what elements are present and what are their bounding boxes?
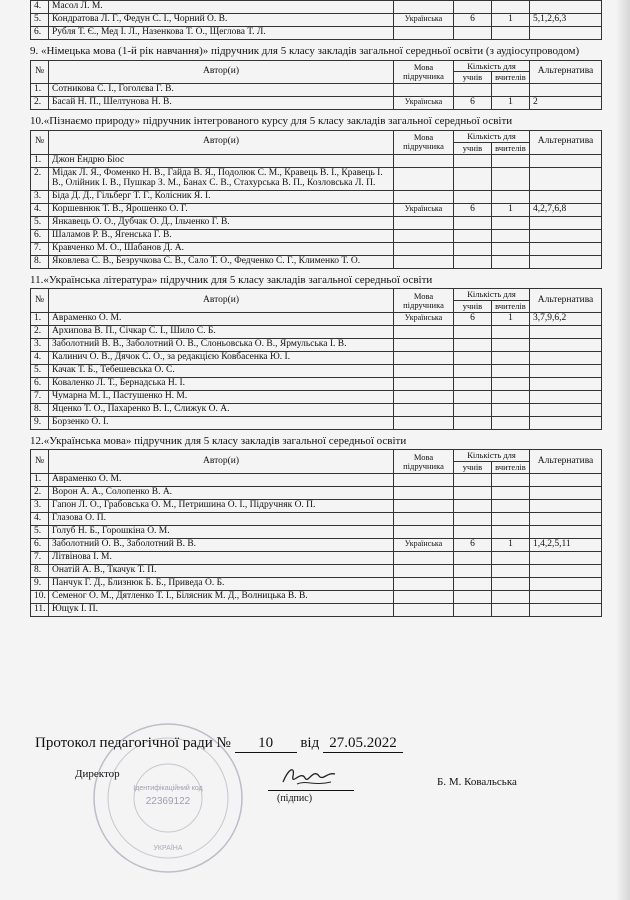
row-author: Калинич О. В., Дячок С. О., за редакцією Ковбасенка Ю. І. [49,351,394,364]
header-count: Кількість для [453,60,529,72]
row-students [453,377,491,390]
director-signature [275,762,345,792]
row-teachers [491,526,529,539]
header-author: Автор(и) [49,289,394,313]
row-language [393,351,453,364]
row-language: Українська [393,539,453,552]
row-teachers [491,577,529,590]
row-teachers [491,229,529,242]
table-row [31,539,602,552]
row-students [453,500,491,513]
table-row [31,552,602,565]
row-language: Українська [393,313,453,326]
row-students: 6 [453,313,491,326]
table-row [31,167,602,190]
table-row [31,577,602,590]
row-teachers [491,154,529,167]
row-number: 1. [31,313,49,326]
row-author: Глазова О. П. [49,513,394,526]
row-students [453,487,491,500]
row-teachers [491,167,529,190]
table-row [31,500,602,513]
header-author: Автор(и) [49,130,394,154]
row-number: 2. [31,167,49,190]
row-author: Онатій А. В., Ткачук Т. П. [49,565,394,578]
row-students [453,416,491,429]
row-author: Шаламов Р. В., Ягенська Г. В. [49,229,394,242]
row-teachers [491,377,529,390]
row-language [393,416,453,429]
row-author: Басай Н. П., Шелтунова Н. В. [49,97,394,110]
row-language [393,84,453,97]
header-number: № [31,450,49,474]
row-alternative [530,403,602,416]
row-author: Коршевнюк Т. В., Ярошенко О. Г. [49,203,394,216]
row-teachers: 1 [492,13,530,26]
row-author: Яценко Т. О., Пахаренко В. І., Слижук О. А. [49,403,394,416]
row-number: 5. [31,216,49,229]
row-students [454,1,492,14]
row-language [393,474,453,487]
protocol-date: 27.05.2022 [323,735,403,753]
stamp-country: УКРАЇНА [153,845,183,852]
row-language [393,364,453,377]
row-alternative: 5,1,2,6,3 [530,13,602,26]
row-teachers [491,416,529,429]
table-row [31,403,602,416]
table-row [31,351,602,364]
row-number: 4. [31,351,49,364]
table-row [31,154,602,167]
row-language [394,26,454,39]
section-title: 12.«Українська мова» підручник для 5 класу закладів загальної середньої освіти [30,434,407,447]
row-alternative [530,255,602,268]
section-title: 9. «Німецька мова (1-й рік навчання)» підручник для 5 класу закладів загальної середньої освіти (з аудіосупроводом) [30,44,580,57]
director-name: Б. М. Ковальська [437,776,517,788]
row-students [453,216,491,229]
row-number: 1. [31,84,49,97]
row-students [453,190,491,203]
row-number: 7. [31,242,49,255]
textbook-table [30,60,602,111]
row-author: Літвінова І. М. [49,552,394,565]
header-language: Мова підручника [393,450,453,474]
row-number: 2. [31,325,49,338]
row-language: Українська [394,13,454,26]
row-alternative [530,500,602,513]
row-alternative [530,229,602,242]
header-teachers: вчителів [491,301,529,313]
row-number: 11. [31,603,49,616]
row-language [393,577,453,590]
row-author: Джон Ендрю Біос [49,154,394,167]
header-alternative: Альтернатива [530,60,602,84]
section-title: 10.«Пізнаємо природу» підручник інтегрованого курсу для 5 класу закладів загальної середньої освіти [30,115,513,128]
row-alternative [530,416,602,429]
row-alternative [530,474,602,487]
row-number: 6. [31,377,49,390]
row-alternative: 4,2,7,6,8 [530,203,602,216]
textbook-table [30,449,602,617]
row-teachers [491,403,529,416]
header-teachers: вчителів [491,72,529,84]
row-alternative [530,190,602,203]
row-teachers [491,474,529,487]
row-author: Панчук Г. Д., Близнюк Б. Б., Приведа О. Б. [49,577,394,590]
row-number: 4. [31,513,49,526]
header-students: учнів [453,301,491,313]
row-students [453,84,491,97]
row-students [453,577,491,590]
row-number: 9. [31,416,49,429]
row-number: 5. [31,364,49,377]
table-row [31,474,602,487]
table-row [31,26,602,39]
row-language [393,565,453,578]
row-teachers [491,565,529,578]
row-students [453,403,491,416]
table-row [31,325,602,338]
header-number: № [31,60,49,84]
row-number: 2. [31,97,49,110]
row-language [393,590,453,603]
row-teachers [491,84,529,97]
row-language [393,526,453,539]
table-row [31,364,602,377]
row-number: 5. [31,526,49,539]
row-teachers [491,364,529,377]
row-alternative [530,26,602,39]
row-language [393,325,453,338]
row-students [453,338,491,351]
table-row [31,603,602,616]
row-author: Голуб Н. Б., Горошкіна О. М. [49,526,394,539]
row-number: 4. [31,1,49,14]
row-students [453,154,491,167]
table-row [31,513,602,526]
section-title: 11.«Українська література» підручник для 5 класу закладів загальної середньої освіти [30,273,433,286]
row-alternative [530,167,602,190]
row-author: Авраменко О. М. [49,313,394,326]
textbook-table [30,130,602,269]
textbook-table [30,288,602,430]
table-row [31,313,602,326]
row-language [393,603,453,616]
row-number: 7. [31,552,49,565]
table-row [31,190,602,203]
row-students [453,167,491,190]
row-alternative [530,577,602,590]
row-number: 6. [31,229,49,242]
header-number: № [31,130,49,154]
row-alternative [530,603,602,616]
row-language [393,552,453,565]
header-language: Мова підручника [393,60,453,84]
row-students [453,526,491,539]
row-number: 3. [31,338,49,351]
table-row [31,229,602,242]
row-author: Яковлева С. В., Безручкова С. В., Сало Т. О., Федченко С. Г., Клименко Т. О. [49,255,394,268]
row-alternative [530,565,602,578]
row-alternative [530,377,602,390]
row-students [453,513,491,526]
header-language: Мова підручника [393,130,453,154]
row-number: 8. [31,255,49,268]
table-row [31,13,602,26]
row-author: Заболотний О. В., Заболотний В. В. [49,539,394,552]
header-number: № [31,289,49,313]
row-students [453,364,491,377]
row-teachers [491,487,529,500]
row-author: Борзенко О. І. [49,416,394,429]
row-author: Коваленко Л. Т., Бернадська Н. І. [49,377,394,390]
signature-note: (підпис) [277,793,313,804]
row-students [453,603,491,616]
row-students: 6 [453,203,491,216]
row-author: Чумарна М. І., Пастушенко Н. М. [49,390,394,403]
row-students [453,255,491,268]
row-language [393,513,453,526]
row-language: Українська [393,97,453,110]
row-author: Ворон А. А., Солопенко В. А. [49,487,394,500]
row-teachers [491,513,529,526]
row-students [453,552,491,565]
row-language [393,377,453,390]
row-alternative [530,84,602,97]
row-language [393,229,453,242]
row-students [453,565,491,578]
table-row [31,84,602,97]
header-students: учнів [453,72,491,84]
row-alternative [530,338,602,351]
row-students: 6 [454,13,492,26]
row-number: 3. [31,190,49,203]
row-language [394,1,454,14]
table-row [31,255,602,268]
row-students [454,26,492,39]
stamp-code: 22369122 [145,796,191,807]
document-body [30,0,602,617]
row-students [453,351,491,364]
table-row [31,1,602,14]
row-students: 6 [453,539,491,552]
row-author: Біда Д. Д., Гільберг Т. Г., Колісник Я. І. [49,190,394,203]
row-alternative [530,590,602,603]
row-number: 7. [31,390,49,403]
date-label: від [300,735,320,751]
row-language [393,242,453,255]
row-teachers [492,1,530,14]
row-number: 1. [31,474,49,487]
row-language [393,487,453,500]
row-alternative [530,351,602,364]
row-alternative [530,487,602,500]
row-number: 4. [31,203,49,216]
header-students: учнів [453,462,491,474]
row-alternative [530,1,602,14]
row-number: 5. [31,13,49,26]
header-alternative: Альтернатива [530,130,602,154]
row-teachers [492,26,530,39]
row-number: 6. [31,26,49,39]
table-top-continuation [30,0,602,40]
row-teachers [491,390,529,403]
header-alternative: Альтернатива [530,289,602,313]
row-author: Янкавець О. О., Дубчак О. Д., Ільченко Г. В. [49,216,394,229]
row-author: Сотникова С. І., Гоголєва Г. В. [49,84,394,97]
signature-line [268,790,354,791]
header-count: Кількість для [453,130,529,142]
row-teachers [491,590,529,603]
table-row [31,390,602,403]
header-count: Кількість для [453,450,529,462]
stamp-code-label: Ідентифікаційний код [133,785,203,792]
table-row [31,203,602,216]
row-alternative [530,154,602,167]
row-author: Ющук І. П. [49,603,394,616]
row-alternative [530,364,602,377]
row-language [393,403,453,416]
row-teachers [491,552,529,565]
row-alternative [530,513,602,526]
row-alternative [530,390,602,403]
row-students: 6 [453,97,491,110]
header-teachers: вчителів [491,142,529,154]
row-students [453,474,491,487]
row-number: 9. [31,577,49,590]
row-alternative [530,325,602,338]
row-teachers [491,351,529,364]
row-number: 2. [31,487,49,500]
row-language [393,338,453,351]
row-students [453,229,491,242]
row-teachers: 1 [491,203,529,216]
header-count: Кількість для [453,289,529,301]
protocol-number: 10 [235,735,297,753]
row-alternative [530,216,602,229]
row-language [393,216,453,229]
row-language [393,154,453,167]
table-row [31,526,602,539]
row-author: Авраменко О. М. [49,474,394,487]
row-teachers: 1 [491,313,529,326]
row-author: Мідак Л. Я., Фоменко Н. В., Гайда В. Я., Подолюк С. М., Кравець В. І., Кравець І. В., Олійник І. В., Пушкар З. М., Банах С. В., Стахурська В. П., Козловська Л. П. [49,167,394,190]
row-teachers [491,338,529,351]
row-author: Качак Т. Б., Тебешевська О. С. [49,364,394,377]
row-students [453,590,491,603]
row-language [393,167,453,190]
table-row [31,590,602,603]
row-number: 1. [31,154,49,167]
header-author: Автор(и) [49,60,394,84]
row-number: 8. [31,403,49,416]
row-alternative: 2 [530,97,602,110]
row-teachers [491,190,529,203]
table-row [31,216,602,229]
table-row [31,565,602,578]
row-students [453,390,491,403]
header-teachers: вчителів [491,462,529,474]
row-language [393,390,453,403]
row-author: Кравченко М. О., Шабанов Д. А. [49,242,394,255]
table-row [31,487,602,500]
table-row [31,338,602,351]
row-author: Семеног О. М., Дятленко Т. І., Білясник М. Д., Волницька В. В. [49,590,394,603]
row-number: 3. [31,500,49,513]
row-author: Кондратова Л. Г., Федун С. І., Чорний О. В. [49,13,394,26]
row-students [453,242,491,255]
row-teachers [491,255,529,268]
row-students [453,325,491,338]
header-alternative: Альтернатива [530,450,602,474]
row-number: 6. [31,539,49,552]
row-alternative [530,242,602,255]
row-author: Заболотний В. В., Заболотний О. В., Слоньовська О. В., Ярмульська І. В. [49,338,394,351]
row-language [393,500,453,513]
row-alternative: 1,4,2,5,11 [530,539,602,552]
row-author: Гапон Л. О., Грабовська О. М., Петришина О. І., Підручняк О. П. [49,500,394,513]
protocol-label: Протокол педагогічної ради № [35,735,231,751]
row-teachers [491,242,529,255]
header-author: Автор(и) [49,450,394,474]
table-row [31,416,602,429]
header-students: учнів [453,142,491,154]
row-number: 10. [31,590,49,603]
table-row [31,97,602,110]
row-teachers: 1 [491,97,529,110]
row-teachers [491,216,529,229]
row-teachers: 1 [491,539,529,552]
protocol-line [35,735,403,753]
row-teachers [491,500,529,513]
row-author: Рубля Т. Є., Мед І. Л., Назенкова Т. О., Щеглова Т. Л. [49,26,394,39]
row-teachers [491,325,529,338]
row-alternative [530,526,602,539]
row-alternative [530,552,602,565]
row-alternative: 3,7,9,6,2 [530,313,602,326]
row-number: 8. [31,565,49,578]
row-language: Українська [393,203,453,216]
row-language [393,255,453,268]
table-row [31,377,602,390]
row-author: Масол Л. М. [49,1,394,14]
row-author: Архипова В. П., Січкар С. І., Шило С. Б. [49,325,394,338]
table-row [31,242,602,255]
director-label: Директор [75,768,120,780]
row-language [393,190,453,203]
row-teachers [491,603,529,616]
header-language: Мова підручника [393,289,453,313]
